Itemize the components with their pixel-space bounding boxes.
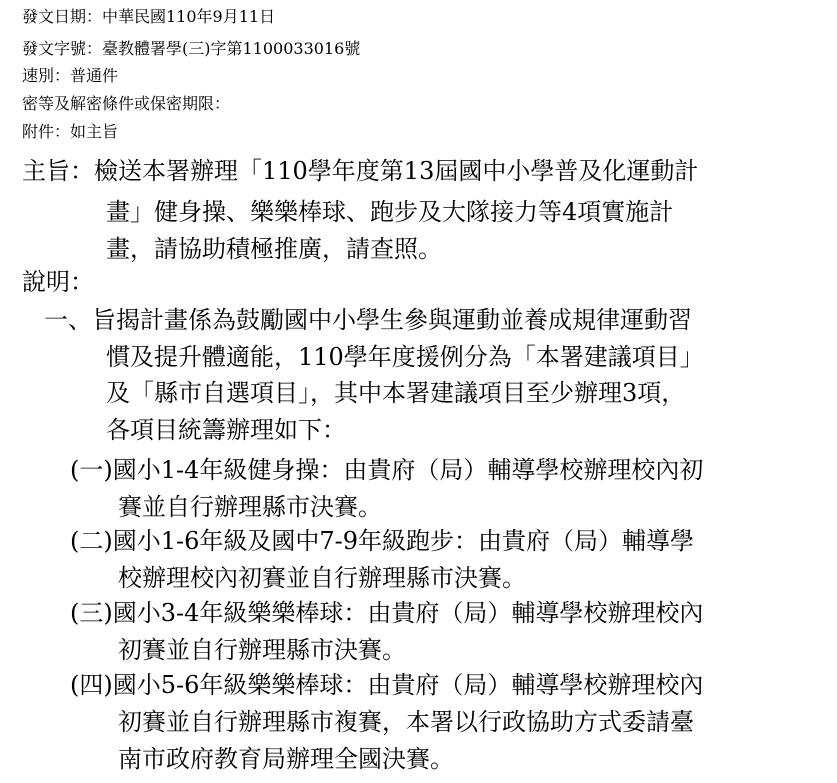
- subject-line-3: 畫，請協助積極推廣，請查照。: [106, 235, 442, 263]
- subject-line-1: 主旨：檢送本署辦理「110學年度第13屆國中小學普及化運動計: [22, 157, 699, 185]
- sub-item-2-line-2: 校辦理校內初賽並自行辦理縣市決賽。: [118, 564, 526, 592]
- delivery-speed: 速別：普通件: [22, 66, 119, 85]
- sub-item-4-line-1: (四)國小5-6年級樂樂棒球：由貴府（局）輔導學校辦理校內: [70, 671, 704, 699]
- sub-item-4-line-3: 南市政府教育局辦理全國決賽。: [118, 745, 454, 773]
- sub-item-2-line-1: (二)國小1-6年級及國中7-9年級跑步：由貴府（局）輔導學: [70, 527, 695, 555]
- sub-item-1-line-1: (一)國小1-4年級健身操：由貴府（局）輔導學校辦理校內初: [70, 456, 704, 484]
- sub-item-3-line-2: 初賽並自行辦理縣市決賽。: [118, 636, 406, 664]
- issue-date: 發文日期：中華民國110年9月11日: [22, 7, 276, 26]
- item1-line-3: 及「縣市自選項目」，其中本署建議項目至少辦理3項，: [106, 379, 686, 407]
- security-level: 密等及解密條件或保密期限：: [22, 94, 231, 113]
- document-number: 發文字號：臺教體署學(三)字第1100033016號: [22, 39, 361, 58]
- explanation-heading: 說明：: [22, 268, 94, 296]
- item1-line-4: 各項目統籌辦理如下：: [106, 416, 346, 444]
- item1-line-2: 慣及提升體適能，110學年度援例分為「本署建議項目」: [106, 343, 704, 371]
- subject-line-2: 畫」健身操、樂樂棒球、跑步及大隊接力等4項實施計: [106, 198, 674, 226]
- attachment: 附件：如主旨: [22, 122, 119, 141]
- sub-item-4-line-2: 初賽並自行辦理縣市複賽，本署以行政協助方式委請臺: [118, 708, 694, 736]
- sub-item-1-line-2: 賽並自行辦理縣市決賽。: [118, 493, 382, 521]
- item1-line-1: 一、旨揭計畫係為鼓勵國中小學生參與運動並養成規律運動習: [44, 306, 692, 334]
- sub-item-3-line-1: (三)國小3-4年級樂樂棒球：由貴府（局）輔導學校辦理校內: [70, 599, 704, 627]
